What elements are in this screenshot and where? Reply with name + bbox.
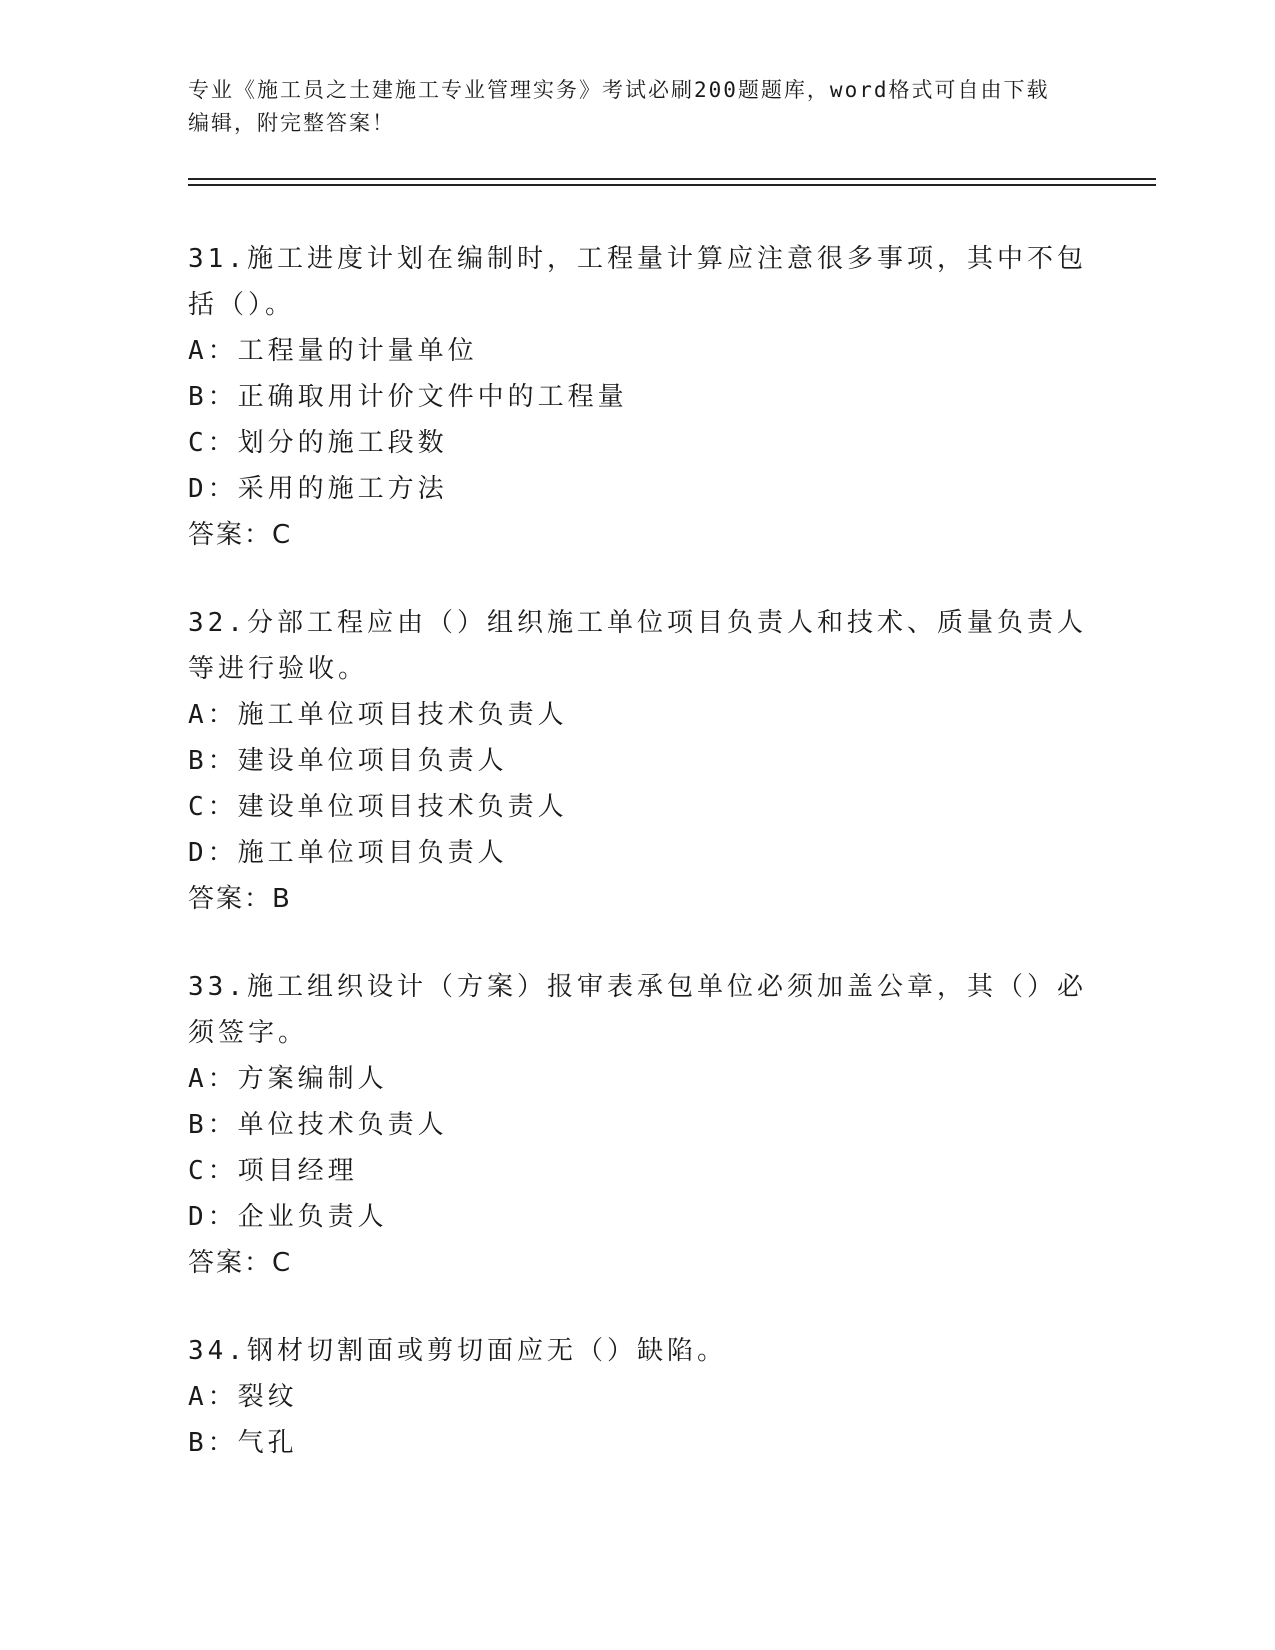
header-divider-line-second (188, 184, 1156, 186)
option-c: C：建设单位项目技术负责人 (188, 792, 568, 822)
header-divider-line (188, 178, 1156, 180)
document-header: 专业《施工员之土建施工专业管理实务》考试必刷200题题库，word格式可自由下载编辑，附完整答案！ (188, 78, 1050, 135)
option-d: D：企业负责人 (188, 1202, 388, 1232)
answer-line: 答案：B (188, 884, 292, 914)
option-a: A：工程量的计量单位 (188, 336, 478, 366)
question-stem: 33.施工组织设计（方案）报审表承包单位必须加盖公章，其（）必须签字。 (188, 972, 1087, 1048)
question-32 (188, 600, 1088, 922)
option-d: D：采用的施工方法 (188, 474, 448, 504)
option-a: A：施工单位项目技术负责人 (188, 700, 568, 730)
answer-line: 答案：C (188, 1248, 293, 1278)
question-stem: 31.施工进度计划在编制时，工程量计算应注意很多事项，其中不包括（）。 (188, 244, 1087, 320)
question-34 (188, 1328, 1088, 1466)
option-c: C：划分的施工段数 (188, 428, 448, 458)
option-b: B：正确取用计价文件中的工程量 (188, 382, 628, 412)
option-a: A：裂纹 (188, 1382, 298, 1412)
question-stem: 34.钢材切割面或剪切面应无（）缺陷。 (188, 1336, 727, 1366)
answer-line: 答案：C (188, 520, 293, 550)
question-31 (188, 236, 1088, 558)
option-b: B：单位技术负责人 (188, 1110, 448, 1140)
question-stem: 32.分部工程应由（）组织施工单位项目负责人和技术、质量负责人等进行验收。 (188, 608, 1087, 684)
option-a: A：方案编制人 (188, 1064, 388, 1094)
option-b: B：气孔 (188, 1428, 298, 1458)
option-c: C：项目经理 (188, 1156, 358, 1186)
option-d: D：施工单位项目负责人 (188, 838, 508, 868)
question-33 (188, 964, 1088, 1286)
question-list (188, 236, 1088, 1508)
option-b: B：建设单位项目负责人 (188, 746, 508, 776)
